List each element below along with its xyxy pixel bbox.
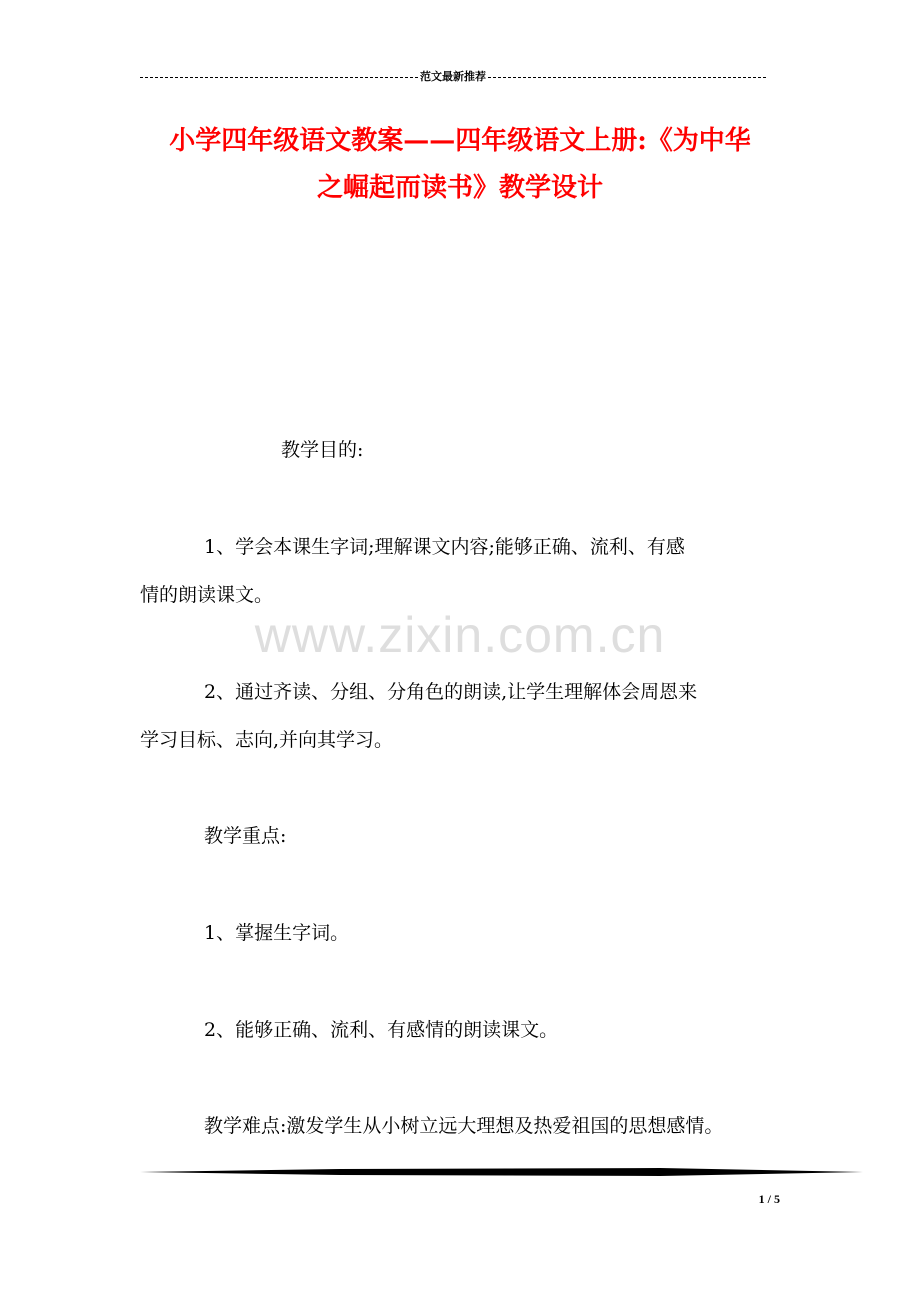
objective-2-line-1: 2、通过齐读、分组、分角色的朗读,让学生理解体会周恩来 [204, 681, 698, 703]
keypoint-2: 2、能够正确、流利、有感情的朗读课文。 [204, 1019, 559, 1041]
header-label: 范文最新推荐 [420, 70, 486, 83]
keypoints-heading: 教学重点: [204, 825, 287, 847]
title-line-1: 小学四年级语文教案——四年级语文上册:《为中华 [169, 126, 751, 156]
title-line-2: 之崛起而读书》教学设计 [316, 173, 603, 203]
header-dash-left [140, 77, 418, 78]
keypoint-1: 1、掌握生字词。 [204, 922, 350, 944]
footer-rule [140, 1166, 863, 1178]
page-header [140, 68, 766, 86]
document-title [140, 118, 780, 212]
objective-2-line-2: 学习目标、志向,并向其学习。 [140, 729, 394, 751]
objectives-heading: 教学目的: [281, 439, 364, 461]
objective-1-line-1: 1、学会本课生字词;理解课文内容;能够正确、流利、有感 [204, 536, 685, 558]
page-number: 1 / 5 [758, 1192, 780, 1206]
difficulty-line: 教学难点:激发学生从小树立远大理想及热爱祖国的思想感情。 [204, 1115, 724, 1137]
objective-1-line-2: 情的朗读课文。 [140, 584, 274, 606]
header-dash-right [488, 77, 766, 78]
watermark: www.zixin.com.cn [254, 607, 666, 663]
